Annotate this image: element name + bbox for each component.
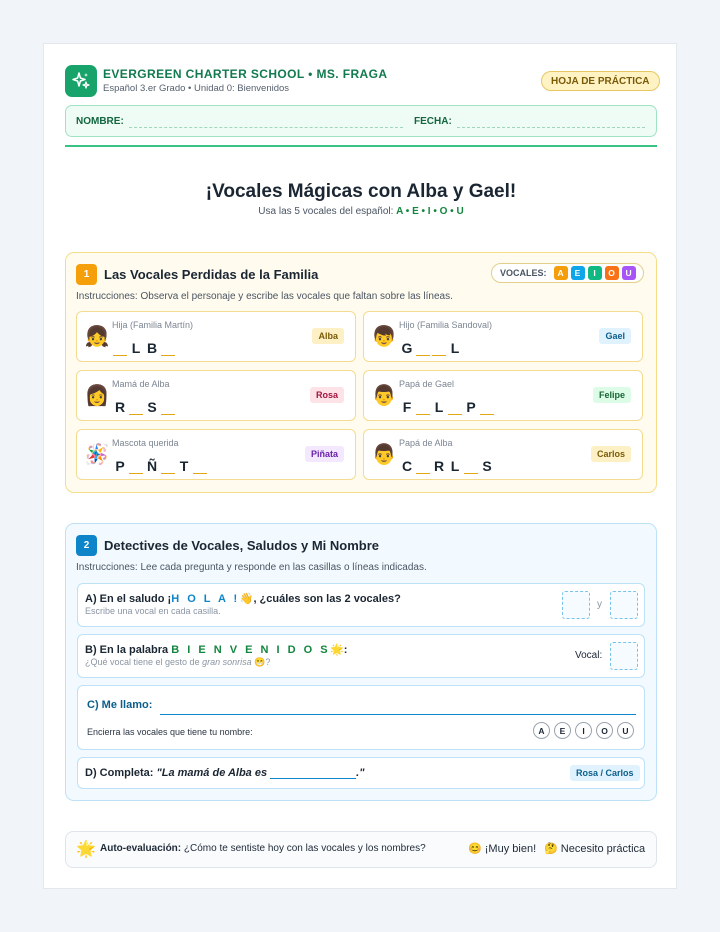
name-tag: Rosa [310, 387, 344, 403]
question-b-suffix: : [343, 644, 348, 656]
question-d-prefix: D) Completa: [85, 767, 154, 779]
letter: G [401, 340, 413, 356]
vowel-chip: U [622, 266, 636, 280]
answer-box-vocal[interactable] [610, 642, 638, 670]
vowels-legend [491, 263, 644, 283]
letter-blank[interactable] [129, 399, 143, 415]
character-card [363, 370, 643, 421]
character-role: Mascota querida [112, 438, 179, 448]
section-number: 1 [76, 264, 97, 285]
thinking-icon: 🤔 [544, 843, 558, 855]
vocal-label: Vocal: [575, 650, 603, 661]
letter: P [466, 399, 476, 415]
vowel-chip: O [605, 266, 619, 280]
character-icon: 👨 [371, 384, 397, 407]
letter-blank[interactable] [464, 458, 478, 474]
word-hola: H O L A ! [171, 593, 240, 605]
word-blanks [112, 452, 208, 474]
self-evaluation [65, 831, 657, 868]
character-card [76, 311, 356, 362]
name-tag: Carlos [591, 446, 631, 462]
word-blanks [399, 452, 495, 474]
wave-icon: 👋 [239, 593, 254, 605]
selfeval-text [100, 843, 426, 854]
selfeval-label: Auto-evaluación: [100, 843, 182, 854]
letter: P [115, 458, 125, 474]
letter-blank[interactable] [432, 340, 446, 356]
character-role: Hijo (Familia Sandoval) [399, 320, 493, 330]
star-icon: 🌟 [76, 841, 96, 858]
letter: L [131, 340, 141, 356]
letter-blank[interactable] [416, 458, 430, 474]
joiner-text: y [597, 599, 602, 610]
character-role: Papá de Gael [399, 379, 455, 389]
page-subtitle [44, 206, 678, 217]
vowel-circle[interactable]: O [596, 722, 613, 739]
letter-blank[interactable] [161, 340, 175, 356]
section-title: Las Vocales Perdidas de la Familia [104, 267, 319, 282]
character-icon: 🪅 [84, 443, 110, 466]
worksheet-page [43, 43, 677, 889]
letter: S [147, 399, 157, 415]
hint-emphasis: gran sonrisa [202, 657, 252, 667]
unit-label: Español 3.er Grado • Unidad 0: Bienvenidos [103, 83, 290, 94]
question-b [77, 634, 645, 678]
letter-blank[interactable] [416, 399, 430, 415]
circle-instructions: Encierra las vocales que tiene tu nombre: [87, 727, 253, 737]
section-instructions: Instrucciones: Observa el personaje y escribe las vocales que faltan sobre las líneas. [76, 291, 453, 302]
vowel-chip: A [554, 266, 568, 280]
letter: L [450, 458, 460, 474]
letter: S [482, 458, 492, 474]
section-title: Detectives de Vocales, Saludos y Mi Nombre [104, 538, 380, 553]
word-blanks [399, 334, 463, 356]
question-b-hint [85, 657, 270, 668]
question-c-label: C) Me llamo: [87, 699, 153, 711]
section-number: 2 [76, 535, 97, 556]
word-bienvenidos: B I E N V E N I D O S [171, 644, 331, 656]
character-icon: 👧 [84, 325, 110, 348]
worksheet-badge: HOJA DE PRÁCTICA [541, 71, 660, 91]
section-2 [65, 523, 657, 801]
word-blanks [112, 393, 176, 415]
vowels-label: VOCALES: [500, 268, 547, 278]
name-label: NOMBRE: [76, 116, 124, 127]
smile-icon: 😊 [468, 843, 482, 855]
sparkles-icon [65, 65, 97, 97]
character-card [363, 429, 643, 480]
letter: R [433, 458, 445, 474]
subtitle-vowels: A • E • I • O • U [396, 206, 464, 217]
character-role: Mamá de Alba [112, 379, 170, 389]
letter-blank[interactable] [193, 458, 207, 474]
word-blanks [399, 393, 495, 415]
letter-blank[interactable] [480, 399, 494, 415]
date-label: FECHA: [414, 116, 452, 127]
character-icon: 👦 [371, 325, 397, 348]
subtitle-text: Usa las 5 vocales del español: [258, 206, 394, 217]
page-title: ¡Vocales Mágicas con Alba y Gael! [205, 181, 517, 202]
question-a-prefix: A) En el saludo ¡ [85, 593, 172, 605]
name-field[interactable] [129, 127, 403, 128]
question-c [77, 685, 645, 750]
option-necesito-practica[interactable] [544, 842, 645, 855]
word-blanks [112, 334, 176, 356]
question-d [77, 757, 645, 789]
character-card [76, 370, 356, 421]
star-icon: 🌟 [330, 644, 344, 656]
option-label: Necesito práctica [560, 843, 646, 855]
vowel-circles [533, 722, 634, 739]
section-1 [65, 252, 657, 493]
option-label: ¡Muy bien! [484, 843, 537, 855]
letter: R [114, 399, 126, 415]
vowel-circle[interactable]: I [575, 722, 592, 739]
name-tag: Gael [599, 328, 631, 344]
character-card [363, 311, 643, 362]
character-role: Hija (Familia Martín) [112, 320, 194, 330]
question-a-suffix: , ¿cuáles son las 2 vocales? [253, 593, 401, 605]
vowel-circle[interactable]: A [533, 722, 550, 739]
vowel-circle[interactable]: E [554, 722, 571, 739]
letter: B [146, 340, 158, 356]
letter: T [179, 458, 189, 474]
question-a-hint: Escribe una vocal en cada casilla. [85, 606, 221, 616]
letter-blank[interactable] [416, 340, 430, 356]
character-icon: 👩 [84, 384, 110, 407]
school-name: EVERGREEN CHARTER SCHOOL • MS. FRAGA [103, 67, 388, 81]
letter: L [450, 340, 460, 356]
letter: C [401, 458, 413, 474]
letter: L [434, 399, 444, 415]
section-instructions: Instrucciones: Lee cada pregunta y responde en las casillas o líneas indicadas. [76, 562, 427, 573]
vowel-chip: I [588, 266, 602, 280]
question-a [77, 583, 645, 627]
name-tag: Alba [312, 328, 344, 344]
letter-blank[interactable] [113, 340, 127, 356]
answer-box-1[interactable] [562, 591, 590, 619]
hint-prefix: ¿Qué vocal tiene el gesto de [85, 657, 203, 667]
name-answer-line[interactable] [160, 714, 636, 715]
hint-suffix: ? [265, 657, 271, 667]
hint-tag: Rosa / Carlos [570, 765, 640, 781]
question-d-text [85, 767, 364, 779]
question-a-text [85, 592, 401, 605]
question-b-prefix: B) En la palabra [85, 644, 169, 656]
grin-icon: 😁 [254, 657, 266, 667]
answer-box-2[interactable] [610, 591, 638, 619]
letter-blank[interactable] [448, 399, 462, 415]
character-role: Papá de Alba [399, 438, 453, 448]
letter: Ñ [146, 458, 158, 474]
letter-blank[interactable] [161, 458, 175, 474]
question-d-quote: "La mamá de Alba es [156, 767, 268, 779]
name-date-bar [65, 105, 657, 137]
vowel-chip: E [571, 266, 585, 280]
selfeval-question: ¿Cómo te sentiste hoy con las vocales y los nombres? [183, 843, 426, 854]
name-tag: Piñata [305, 446, 344, 462]
date-field[interactable] [457, 127, 645, 128]
completion-line[interactable] [270, 778, 356, 779]
character-icon: 👨 [371, 443, 397, 466]
question-b-text [85, 643, 347, 656]
letter-blank[interactable] [161, 399, 175, 415]
quote-close: ." [356, 767, 365, 779]
vowel-circle[interactable]: U [617, 722, 634, 739]
name-tag: Felipe [593, 387, 631, 403]
letter-blank[interactable] [129, 458, 143, 474]
option-muy-bien[interactable] [468, 842, 536, 855]
letter: F [402, 399, 412, 415]
character-card [76, 429, 356, 480]
header-divider [65, 145, 657, 147]
